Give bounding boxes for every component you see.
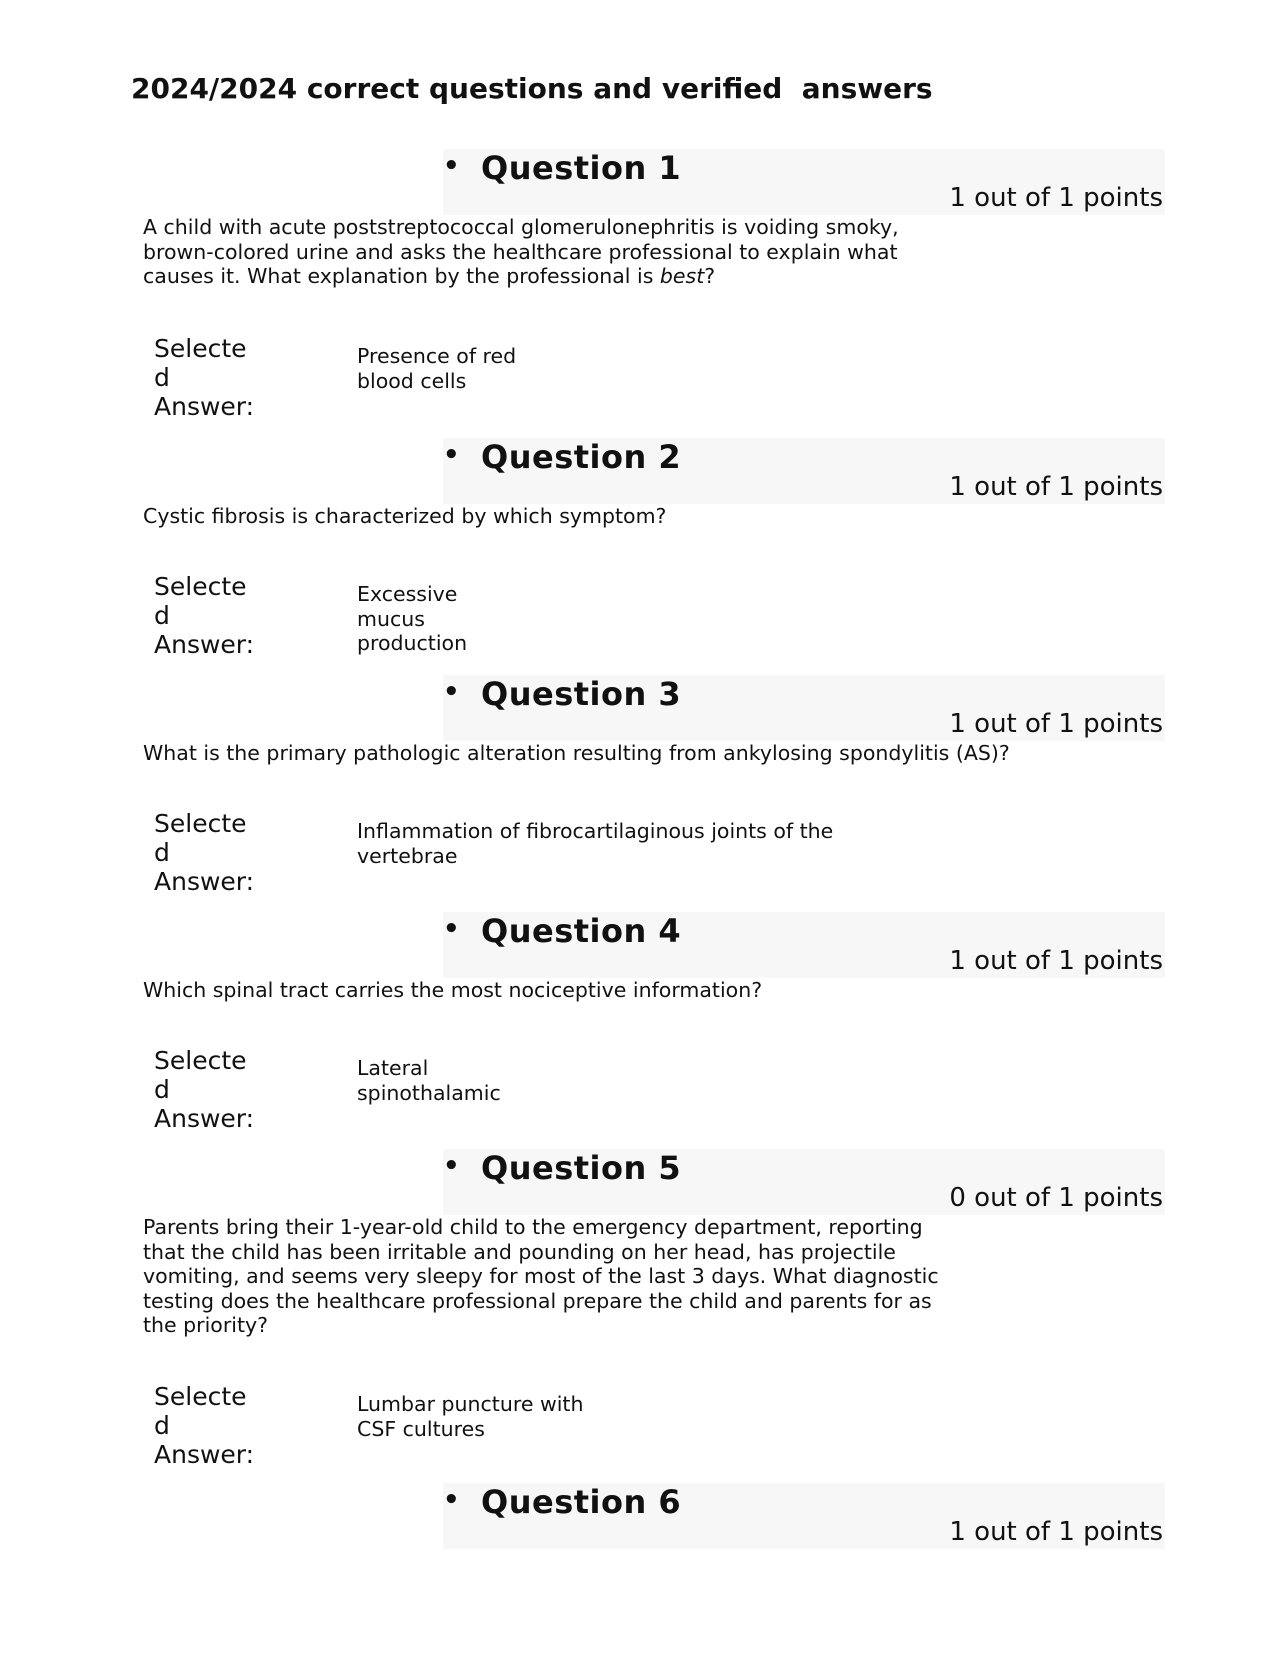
question-points: 1 out of 1 points — [949, 183, 1163, 213]
question-title: Question 2 — [481, 438, 682, 476]
question-title: Question 3 — [481, 675, 682, 713]
bullet-icon: • — [443, 151, 460, 181]
question-text: Parents bring their 1-year-old child to the emergency department, reporting that the child has been irritable and pounding on her head, has projectile vomiting, and seems very sleepy for most of the last 3 days. What diagnostic testing does the healthcare professional prepare the child and parents for as the priority? — [143, 1215, 939, 1337]
selected-answer: Inflammation of fibrocartilaginous joints of the vertebrae — [357, 819, 834, 868]
question-text — [143, 215, 1123, 289]
selected-answer: Presence of red blood cells — [357, 344, 517, 393]
question-header — [443, 1149, 1165, 1215]
question-text-end: ? — [704, 264, 716, 288]
question-header — [443, 912, 1165, 978]
question-text-main: A child with acute poststreptococcal glomerulonephritis is voiding smoky, brown-colored urine and asks the healthcare professional to explain what causes it. What explanation by the professional is — [143, 215, 899, 288]
question-points: 1 out of 1 points — [949, 1517, 1163, 1547]
question-points: 1 out of 1 points — [949, 709, 1163, 739]
question-points: 1 out of 1 points — [949, 946, 1163, 976]
question-header — [443, 675, 1165, 741]
bullet-icon: • — [443, 914, 460, 944]
question-points: 0 out of 1 points — [949, 1183, 1163, 1213]
selected-answer-label: Selecte d Answer: — [154, 1382, 255, 1469]
question-header — [443, 1483, 1165, 1549]
question-header — [443, 438, 1165, 504]
question-text: Which spinal tract carries the most nociceptive information? — [143, 978, 763, 1002]
bullet-icon: • — [443, 677, 460, 707]
question-title: Question 4 — [481, 912, 682, 950]
question-points: 1 out of 1 points — [949, 472, 1163, 502]
selected-answer-label: Selecte d Answer: — [154, 572, 255, 659]
bullet-icon: • — [443, 1151, 460, 1181]
selected-answer: Excessive mucus production — [357, 582, 468, 655]
question-title: Question 5 — [481, 1149, 682, 1187]
question-header — [443, 149, 1165, 215]
question-text: Cystic fibrosis is characterized by which symptom? — [143, 504, 667, 528]
question-text: What is the primary pathologic alteration resulting from ankylosing spondylitis (AS)? — [143, 741, 1010, 765]
selected-answer-label: Selecte d Answer: — [154, 809, 255, 896]
question-text-emphasis: best — [659, 264, 705, 288]
selected-answer-label: Selecte d Answer: — [154, 1046, 255, 1133]
question-title: Question 1 — [481, 149, 682, 187]
selected-answer-label: Selecte d Answer: — [154, 334, 255, 421]
selected-answer: Lumbar puncture with CSF cultures — [357, 1392, 584, 1441]
page-title: 2024/2024 correct questions and verified answers — [131, 72, 933, 105]
question-title: Question 6 — [481, 1483, 682, 1521]
selected-answer: Lateral spinothalamic — [357, 1056, 501, 1105]
bullet-icon: • — [443, 440, 460, 470]
bullet-icon: • — [443, 1485, 460, 1515]
